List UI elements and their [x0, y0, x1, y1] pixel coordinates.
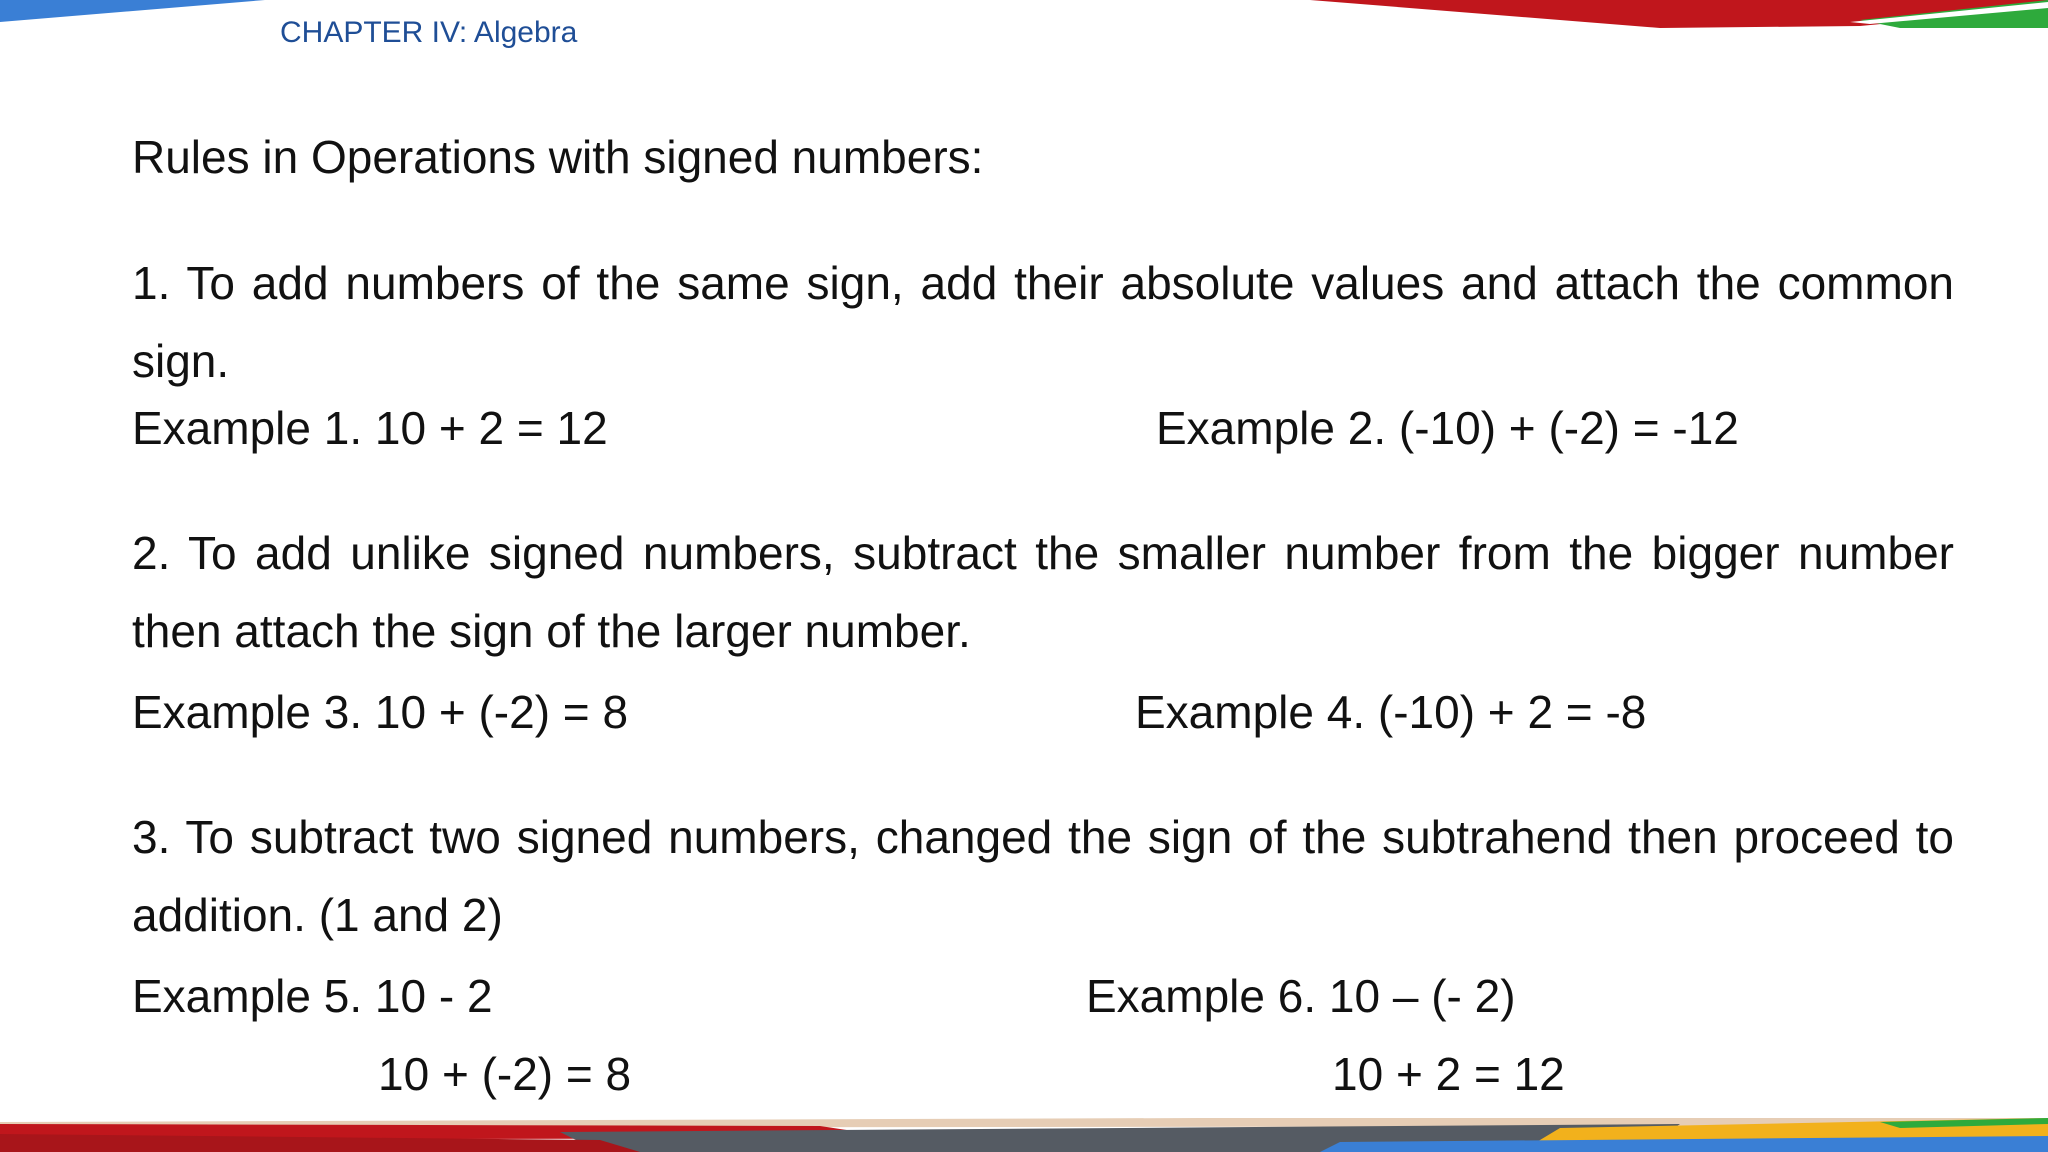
rule-2-text: 2. To add unlike signed numbers, subtract the smaller number from the bigger number then attach the sign of the larger number.: [132, 527, 1954, 657]
example-6: Example 6. 10 – (- 2): [1086, 970, 1516, 1022]
example-4: Example 4. (-10) + 2 = -8: [1135, 686, 1647, 738]
top-blue-stripe: [0, 0, 265, 22]
example-5: Example 5. 10 - 2: [132, 970, 493, 1022]
rule-3-text: 3. To subtract two signed numbers, changed the sign of the subtrahend then proceed to addition. (1 and 2): [132, 811, 1954, 941]
example-2: Example 2. (-10) + (-2) = -12: [1156, 402, 1739, 454]
example-5-step: 10 + (-2) = 8: [378, 1048, 632, 1100]
chapter-title: CHAPTER IV: Algebra: [280, 16, 578, 49]
rule-1-text: 1. To add numbers of the same sign, add their absolute values and attach the common sign.: [132, 257, 1954, 387]
example-6-step: 10 + 2 = 12: [1332, 1048, 1565, 1100]
slide-heading: Rules in Operations with signed numbers:: [132, 131, 984, 183]
example-3: Example 3. 10 + (-2) = 8: [132, 686, 629, 738]
example-1: Example 1. 10 + 2 = 12: [132, 402, 608, 454]
